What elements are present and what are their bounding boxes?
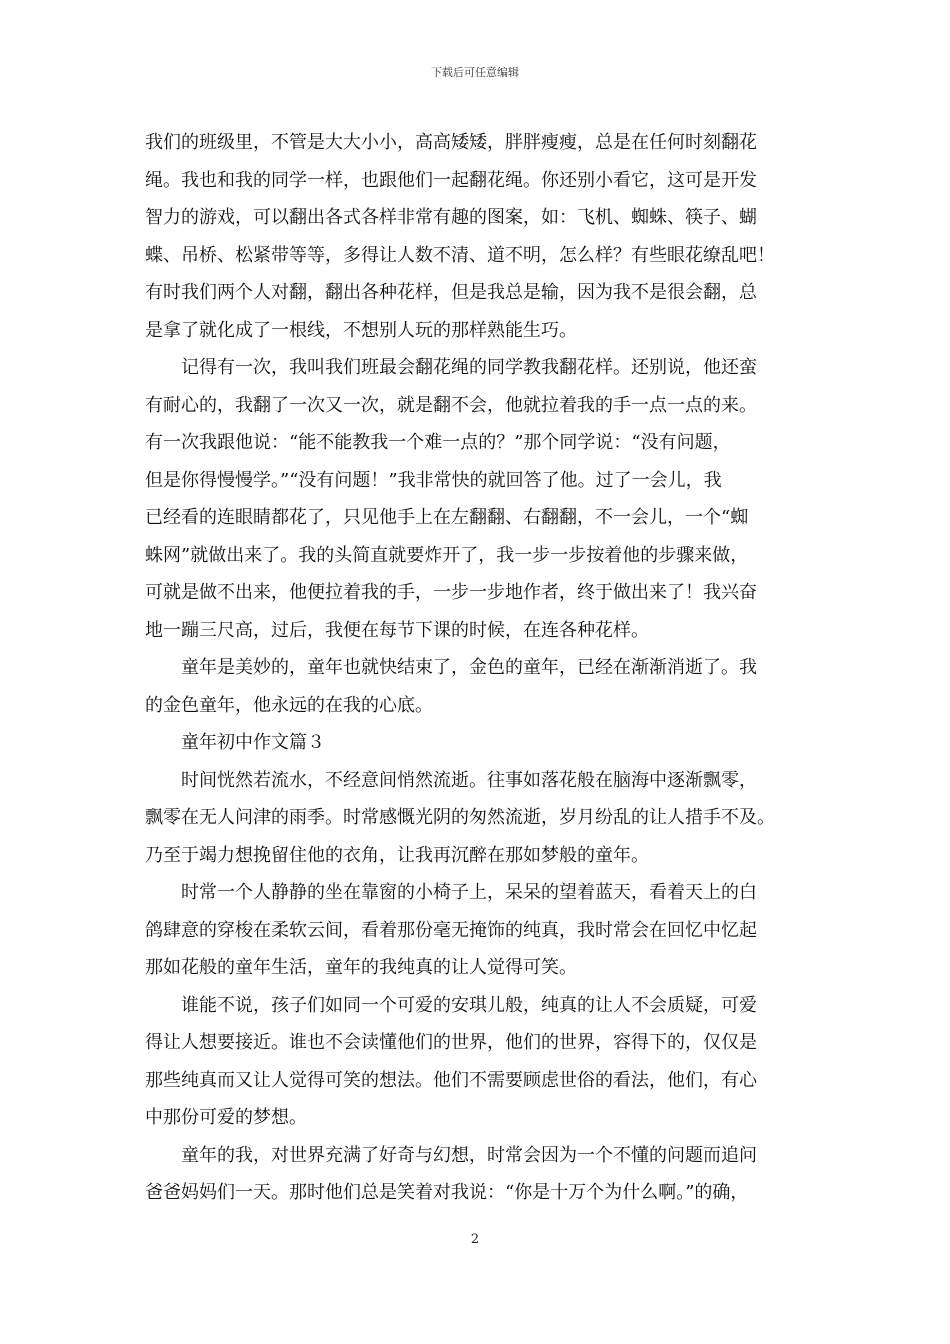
page-number: 2 bbox=[470, 1232, 480, 1247]
section-heading bbox=[145, 724, 825, 762]
text-line: 已经看的连眼睛都花了，只见他手上在左翻翻、右翻翻，不一会儿，一个“蜘 bbox=[145, 507, 749, 528]
paragraph bbox=[145, 649, 825, 724]
text-line: 记得有一次，我叫我们班最会翻花绳的同学教我翻花样。还别说，他还蛮 bbox=[181, 357, 757, 378]
text-line: 蝶、吊桥、松紧带等等，多得让人数不清、道不明，怎么样？有些眼花缭乱吧！ bbox=[145, 244, 775, 266]
text-line: 智力的游戏，可以翻出各式各样非常有趣的图案，如：飞机、蜘蛛、筷子、蝴 bbox=[145, 207, 757, 228]
text-line: 谁能不说，孩子们如同一个可爱的安琪儿般，纯真的让人不会质疑，可爱 bbox=[181, 994, 757, 1016]
paragraph bbox=[145, 987, 825, 1137]
text-line: 地一蹦三尺高，过后，我便在每节下课的时候，在连各种花样。 bbox=[145, 619, 649, 641]
paragraph bbox=[145, 124, 825, 349]
text-line: 那些纯真而又让人觉得可笑的想法。他们不需要顾虑世俗的看法，他们，有心 bbox=[145, 1069, 757, 1091]
text-line: 童年的我，对世界充满了好奇与幻想，时常会因为一个不懂的问题而追问 bbox=[181, 1144, 757, 1166]
text-line: 爸爸妈妈们一天。那时他们总是笑着对我说：“你是十万个为什么啊。”的确， bbox=[145, 1182, 749, 1203]
text-line: 是拿了就化成了一根线，不想别人玩的那样熟能生巧。 bbox=[145, 319, 577, 341]
text-line: 鸽肆意的穿梭在柔软云间，看着那份毫无掩饰的纯真，我时常会在回忆中忆起 bbox=[145, 919, 757, 941]
text-line: 时间恍然若流水，不经意间悄然流逝。往事如落花般在脑海中逐渐飘零， bbox=[181, 769, 757, 791]
text-line: 有时我们两个人对翻，翻出各种花样，但是我总是输，因为我不是很会翻，总 bbox=[145, 282, 757, 303]
text-line: 有耐心的，我翻了一次又一次，就是翻不会，他就拉着我的手一点一点的来。 bbox=[145, 394, 757, 416]
paragraph bbox=[145, 762, 825, 875]
text-line: 但是你得慢慢学。”“没有问题！”我非常快的就回答了他。过了一会儿，我 bbox=[145, 469, 722, 491]
document-body bbox=[145, 124, 825, 1212]
text-line: 那如花般的童年生活，童年的我纯真的让人觉得可笑。 bbox=[145, 957, 577, 978]
paragraph bbox=[145, 1137, 825, 1212]
text-line: 有一次我跟他说：“能不能教我一个难一点的？”那个同学说：“没有问题， bbox=[145, 432, 731, 453]
page-header: 下载后可任意编辑 bbox=[431, 66, 519, 79]
text-line: 时常一个人静静的坐在靠窗的小椅子上，呆呆的望着蓝天，看着天上的白 bbox=[181, 882, 757, 903]
text-line: 可就是做不出来，他便拉着我的手，一步一步地作者，终于做出来了！我兴奋 bbox=[145, 582, 757, 603]
text-line: 蛛网”就做出来了。我的头简直就要炸开了，我一步一步按着他的步骤来做， bbox=[145, 544, 749, 566]
text-line: 乃至于竭力想挽留住他的衣角，让我再沉醉在那如梦般的童年。 bbox=[145, 844, 649, 866]
paragraph bbox=[145, 874, 825, 987]
section-title: 童年初中作文篇３ bbox=[181, 732, 325, 753]
text-line: 的金色童年，他永远的在我的心底。 bbox=[145, 694, 433, 716]
text-line: 绳。我也和我的同学一样，也跟他们一起翻花绳。你还别小看它，这可是开发 bbox=[145, 169, 757, 191]
text-line: 我们的班级里，不管是大大小小，高高矮矮，胖胖瘦瘦，总是在任何时刻翻花 bbox=[145, 132, 757, 153]
text-line: 得让人想要接近。谁也不会读懂他们的世界，他们的世界，容得下的，仅仅是 bbox=[145, 1032, 757, 1053]
text-line: 童年是美妙的，童年也就快结束了，金色的童年，已经在渐渐消逝了。我 bbox=[181, 657, 757, 678]
text-line: 中那份可爱的梦想。 bbox=[145, 1107, 307, 1128]
paragraph bbox=[145, 349, 825, 649]
text-line: 飘零在无人问津的雨季。时常感慨光阴的匆然流逝，岁月纷乱的让人措手不及。 bbox=[145, 807, 775, 828]
